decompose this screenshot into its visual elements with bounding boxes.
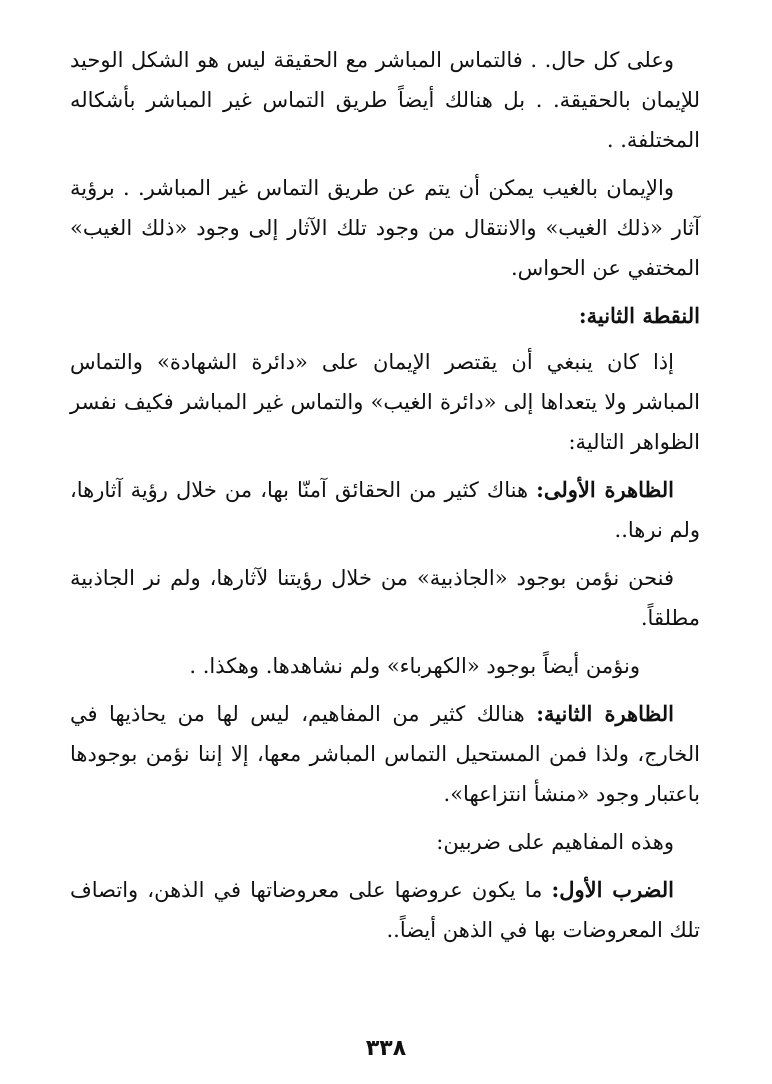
paragraph-second-phenomenon bbox=[70, 694, 700, 814]
paragraph-text: ونؤمن أيضاً بوجود «الكهرباء» ولم نشاهدها. وهكذا. . bbox=[189, 654, 640, 678]
section-heading-second-point: النقطة الثانية: bbox=[578, 303, 700, 328]
paragraph-first-phenomenon bbox=[70, 470, 700, 550]
paragraph-second-point-intro bbox=[70, 342, 700, 462]
paragraph-electricity-example bbox=[70, 646, 700, 686]
paragraph-text: ما يكون عروضها على معروضاتها في الذهن، واتصاف تلك المعروضات بها في الذهن أيضاً.. bbox=[70, 878, 700, 942]
paragraph-text: وعلى كل حال. . فالتماس المباشر مع الحقيقة ليس هو الشكل الوحيد للإيمان بالحقيقة. . بل هنالك أيضاً طريق التماس غير المباشر بأشكاله المختلفة. . bbox=[70, 48, 700, 152]
paragraph-direct-contact bbox=[70, 40, 700, 160]
paragraph-text: هناك كثير من الحقائق آمنّا بها، من خلال رؤية آثارها، ولم نرها.. bbox=[70, 478, 700, 542]
paragraph-text: فنحن نؤمن بوجود «الجاذبية» من خلال رؤيتنا لآثارها، ولم نر الجاذبية مطلقاً. bbox=[70, 566, 700, 630]
paragraph-text: إذا كان ينبغي أن يقتصر الإيمان على «دائرة الشهادة» والتماس المباشر ولا يتعداها إلى «دائرة الغيب» والتماس غير المباشر فكيف نفسر الظواهر التالية: bbox=[70, 350, 700, 454]
paragraph-text: وهذه المفاهيم على ضربين: bbox=[436, 830, 674, 854]
lead-first-type: الضرب الأول: bbox=[551, 877, 674, 902]
paragraph-gravity-example bbox=[70, 558, 700, 638]
page-number: ٣٣٨ bbox=[365, 1036, 407, 1061]
paragraph-types-intro bbox=[70, 822, 700, 862]
paragraph-first-type bbox=[70, 870, 700, 950]
paragraph-text: هنالك كثير من المفاهيم، ليس لها من يحاذيها في الخارج، ولذا فمن المستحيل التماس المباشر معها، إلا إننا نؤمن بوجودها باعتبار وجود «منشأ انتزاعها». bbox=[70, 702, 700, 806]
paragraph-text: والإيمان بالغيب يمكن أن يتم عن طريق التماس غير المباشر. . برؤية آثار «ذلك الغيب» والانتقال من وجود تلك الآثار إلى وجود «ذلك الغيب» المختفي عن الحواس. bbox=[70, 176, 700, 280]
page-body bbox=[70, 40, 700, 958]
lead-first-phenomenon: الظاهرة الأولى: bbox=[536, 477, 674, 502]
paragraph-faith-in-unseen bbox=[70, 168, 700, 288]
lead-second-phenomenon: الظاهرة الثانية: bbox=[536, 701, 674, 726]
